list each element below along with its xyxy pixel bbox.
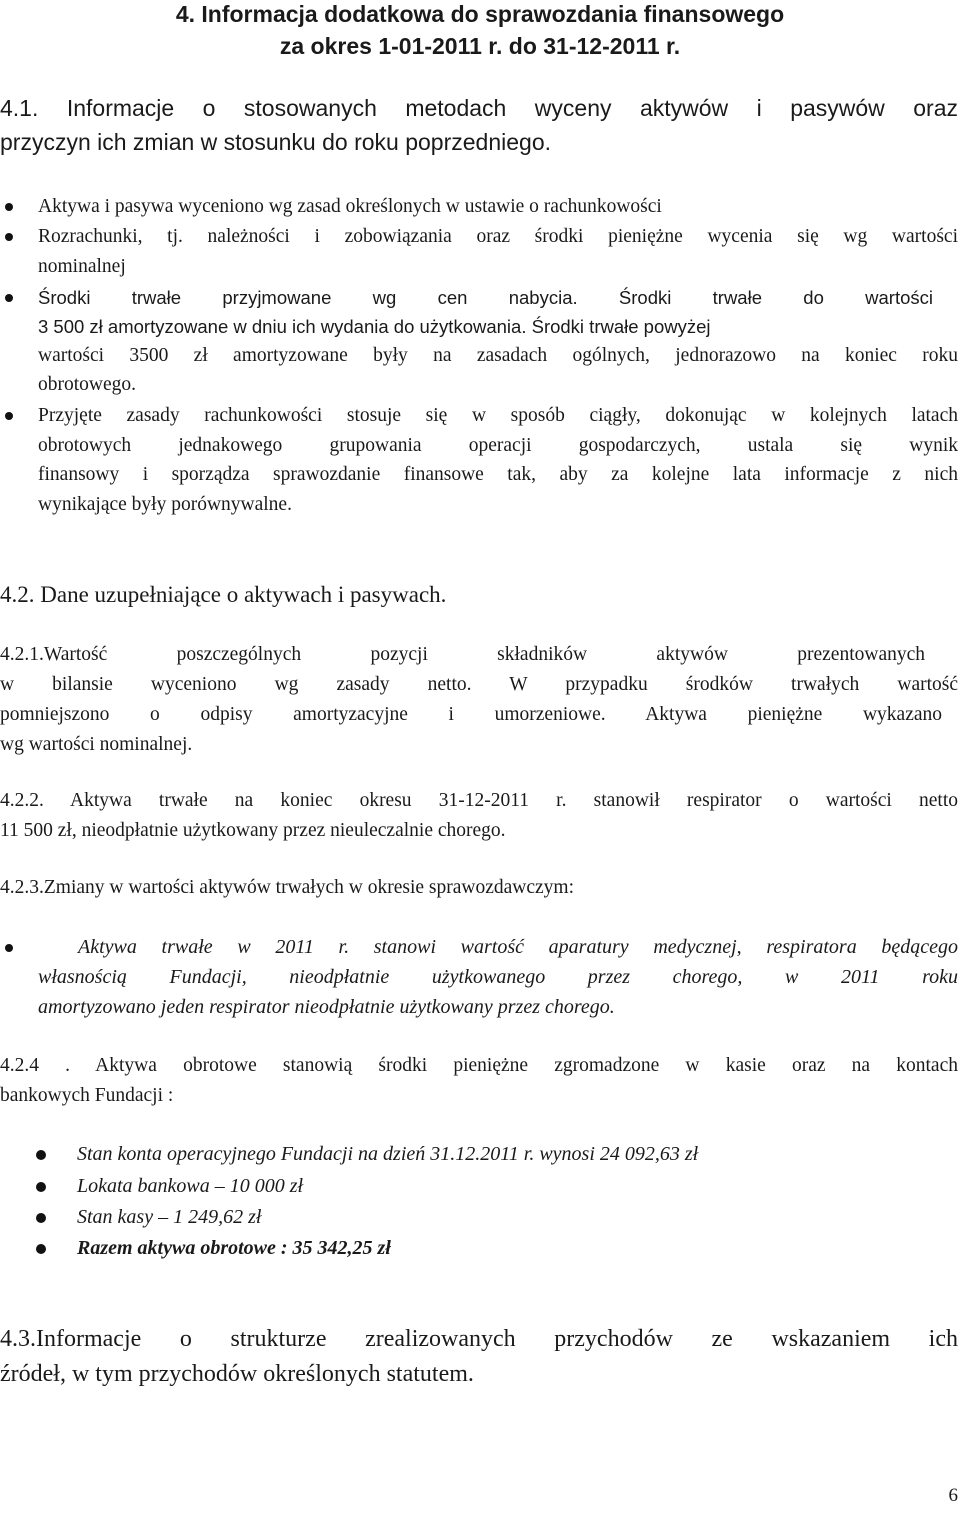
p423-bullet-line-1: Aktywa trwałe w 2011 r. stanowi wartość aparatury medycznej, respiratora będącego [78, 936, 958, 958]
bullet-item-4-line-4: wynikające były porównywalne. [38, 494, 292, 515]
bullet-item-3-line-1: Środki trwałe przyjmowane wg cen nabycia. Środki trwałe do wartości [38, 287, 933, 308]
page-number: 6 [948, 1485, 958, 1506]
bullet-item-4-line-3: finansowy i sporządza sprawozdanie finansowe tak, aby za kolejne lata informacje z nich [38, 464, 958, 485]
bullet-item-4-line-2: obrotowych jednakowego grupowania operacji gospodarczych, ustala się wynik [38, 435, 958, 456]
bullet-item-2-line-1: Rozrachunki, tj. należności i zobowiązania oraz środki pieniężne wycenia się wg wartości [38, 226, 958, 247]
bullet-item-1: Aktywa i pasywa wyceniono wg zasad określonych w ustawie o rachunkowości [38, 196, 662, 217]
section-4-3-heading-line-1: 4.3.Informacje o strukturze zrealizowanych przychodów ze wskazaniem ich [0, 1326, 958, 1352]
bullet-icon [36, 1244, 46, 1254]
p423-bullet-line-3: amortyzowano jeden respirator nieodpłatnie użytkowany przez chorego. [38, 996, 615, 1018]
bullet-icon [5, 294, 13, 302]
section-4-3-heading-line-2: źródeł, w tym przychodów określonych statutem. [0, 1361, 474, 1387]
bullet-icon [5, 203, 13, 211]
p422-line-2: 11 500 zł, nieodpłatnie użytkowany przez nieuleczalnie chorego. [0, 820, 506, 841]
bullet-item-3-line-2a [38, 312, 958, 342]
paragraph-4-2-3: 4.2.3.Zmiany w wartości aktywów trwałych w okresie sprawozdawczym: [0, 877, 575, 898]
assets-item-operating-account: Stan konta operacyjnego Fundacji na dzień 31.12.2011 r. wynosi 24 092,63 zł [77, 1143, 699, 1165]
p421-line-2: w bilansie wyceniono wg zasady netto. W przypadku środków trwałych wartość [0, 674, 958, 695]
bullet-icon [36, 1150, 46, 1160]
assets-item-deposit: Lokata bankowa – 10 000 zł [77, 1175, 304, 1197]
p423-bullet-line-2: własnością Fundacji, nieodpłatnie użytkowanego przez chorego, w 2011 roku [38, 966, 958, 988]
section-4-2-heading: 4.2. Dane uzupełniające o aktywach i pasywach. [0, 582, 447, 607]
p424-line-1: 4.2.4 . Aktywa obrotowe stanowią środki pieniężne zgromadzone w kasie oraz na kontach [0, 1055, 958, 1076]
p421-line-3: pomniejszono o odpisy amortyzacyjne i umorzeniowe. Aktywa pieniężne wykazano [0, 704, 942, 725]
bullet-icon [5, 233, 13, 241]
bullet-icon [5, 412, 13, 420]
bullet-icon [36, 1213, 46, 1223]
bullet-icon [5, 944, 13, 952]
p422-line-1: 4.2.2. Aktywa trwałe na koniec okresu 31-12-2011 r. stanowił respirator o wartości netto [0, 790, 958, 811]
bullet-item-3-line-3: wartości 3500 zł amortyzowane były na zasadach ogólnych, jednorazowo na koniec roku [38, 345, 958, 366]
bullet-icon [36, 1182, 46, 1192]
assets-item-cash: Stan kasy – 1 249,62 zł [77, 1206, 262, 1228]
bullet-item-2-line-2: nominalnej [38, 256, 126, 277]
title-line-1: 4. Informacja dodatkowa do sprawozdania finansowego [175, 1, 785, 27]
bullet-item-3-line-2: 3 500 zł amortyzowane w dniu ich wydania do użytkowania. Środki trwałe powyżej [38, 316, 711, 337]
p421-line-1: 4.2.1.Wartość poszczególnych pozycji składników aktywów prezentowanych [0, 644, 925, 665]
section-4-1-heading-line-1: 4.1. Informacje o stosowanych metodach wyceny aktywów i pasywów oraz [0, 95, 958, 121]
p421-line-4: wg wartości nominalnej. [0, 734, 193, 755]
assets-item-total: Razem aktywa obrotowe : 35 342,25 zł [77, 1237, 391, 1259]
bullet-item-3-line-4: obrotowego. [38, 374, 137, 395]
p424-line-2: bankowych Fundacji : [0, 1085, 174, 1106]
title-line-2: za okres 1-01-2011 r. do 31-12-2011 r. [279, 33, 681, 59]
bullet-item-4-line-1: Przyjęte zasady rachunkowości stosuje się w sposób ciągły, dokonując w kolejnych latach [38, 405, 958, 426]
section-4-1-heading-line-2: przyczyn ich zmian w stosunku do roku poprzedniego. [0, 129, 552, 155]
